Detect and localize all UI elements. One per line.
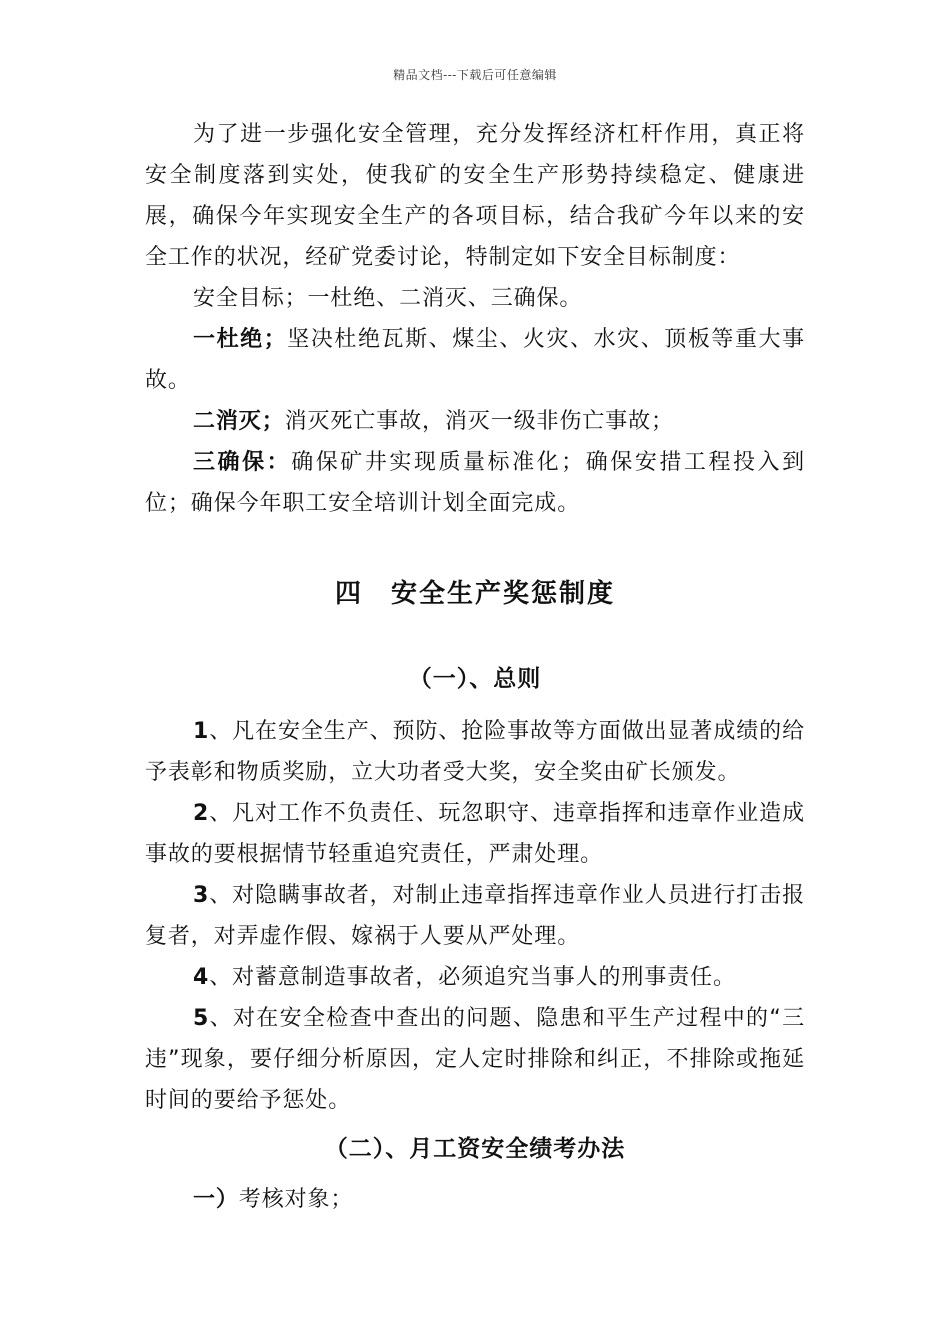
rule-5-text: 、对在安全检查中查出的问题、隐患和平生产过程中的“三违”现象，要仔细分析原因，定人定时排除和纠正，不排除或拖延时间的要给予惩处。: [145, 1006, 805, 1113]
subsection-1-title: （一）、总则: [408, 666, 542, 692]
rule-3-text: 、对隐瞒事故者，对制止违章指挥违章作业人员进行打击报复者，对弄虚作假、嫁祸于人要从严处理。: [145, 883, 805, 949]
subsection-2-title: （二）、月工资安全绩考办法: [324, 1136, 626, 1162]
goal-3-paragraph: [145, 442, 805, 524]
rule-4: [145, 957, 805, 998]
goal-2-text: 消灭死亡事故，消灭一级非伤亡事故；: [284, 409, 674, 434]
page-header: 精品文档---下载后可任意编辑: [393, 68, 557, 82]
rule-4-number: 4: [193, 965, 210, 990]
rule-1: [145, 711, 805, 793]
section-title: 四 安全生产奖惩制度: [334, 579, 615, 609]
rule-2: [145, 793, 805, 875]
rule-2-number: 2: [193, 801, 210, 826]
goal-3-text: 确保矿井实现质量标准化；确保安措工程投入到位；确保今年职工安全培训计划全面完成。: [145, 450, 805, 516]
rule-1-text: 、凡在安全生产、预防、抢险事故等方面做出显著成绩的给予表彰和物质奖励，立大功者受大奖，安全奖由矿长颁发。: [145, 719, 805, 785]
goal-3-label: 三确保：: [193, 450, 292, 475]
goal-summary: 安全目标；一杜绝、二消灭、三确保。: [193, 286, 583, 311]
item-1-text: 考核对象；: [238, 1187, 354, 1212]
rule-3-number: 3: [193, 883, 210, 908]
item-1: [145, 1179, 805, 1220]
goal-1-label: 一杜绝；: [193, 327, 287, 352]
goal-1-text: 坚决杜绝瓦斯、煤尘、火灾、水灾、顶板等重大事故。: [145, 327, 805, 393]
item-1-label: 一）: [193, 1187, 239, 1212]
goal-1-paragraph: [145, 319, 805, 401]
rule-3: [145, 875, 805, 957]
rule-5-number: 5: [193, 1006, 210, 1031]
rule-4-text: 、对蓄意制造事故者，必须追究当事人的刑事责任。: [209, 965, 736, 990]
goal-2-paragraph: [145, 401, 805, 442]
rule-1-number: 1: [193, 719, 210, 744]
goal-2-label: 二消灭；: [193, 409, 285, 434]
intro-paragraph: 为了进一步强化安全管理，充分发挥经济杠杆作用，真正将安全制度落到实处，使我矿的安全生产形势持续稳定、健康进展，确保今年实现安全生产的各项目标，结合我矿今年以来的安全工作的状况，经矿党委讨论，特制定如下安全目标制度：: [145, 122, 805, 270]
rule-5: [145, 998, 805, 1121]
document-body: [145, 114, 805, 1220]
rule-2-text: 、凡对工作不负责任、玩忽职守、违章指挥和违章作业造成事故的要根据情节轻重追究责任，严肃处理。: [145, 801, 805, 867]
